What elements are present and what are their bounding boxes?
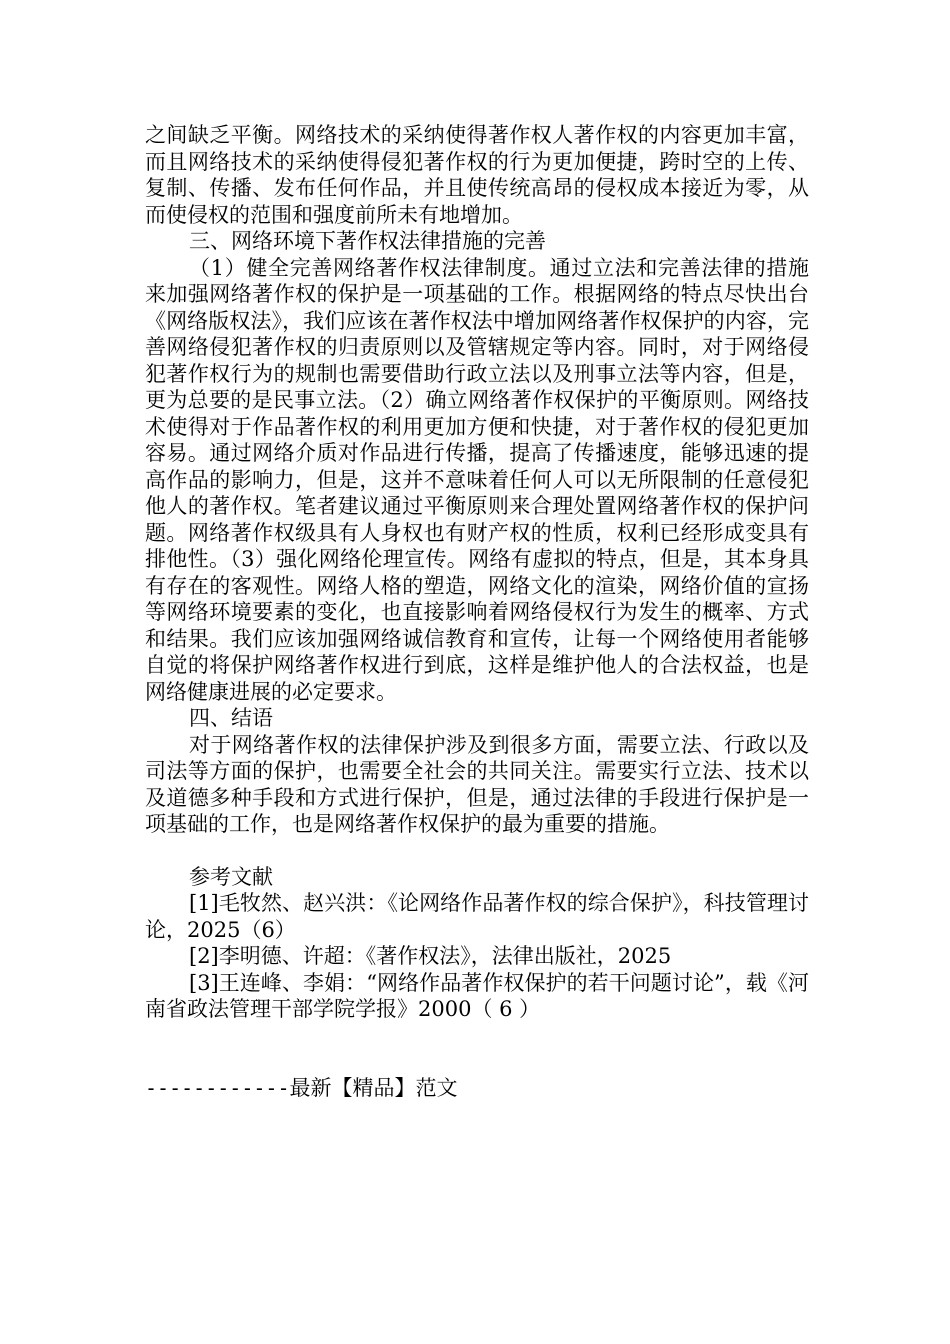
footer-dashes: ------------	[145, 1075, 290, 1100]
references-section	[145, 864, 809, 1023]
footer-line	[145, 1075, 809, 1102]
section-heading-3: 三、网络环境下著作权法律措施的完善	[189, 229, 546, 253]
spacer	[145, 1023, 809, 1075]
body-paragraph-3: 对于网络著作权的法律保护涉及到很多方面，需要立法、行政以及司法等方面的保护，也需要全社会的共同关注。需要实行立法、技术以及道德多种手段和方式进行保护，但是，通过法律的手段进行保护是一项基础的工作，也是网络著作权保护的最为重要的措施。	[145, 732, 809, 836]
reference-item: [3]王连峰、李娟：“网络作品著作权保护的若干问题讨论”，载《河南省政法管理干部学院学报》2000（ 6 ）	[145, 970, 809, 1021]
document-page	[145, 122, 809, 1101]
spacer	[145, 838, 809, 864]
body-paragraph-1: 之间缺乏平衡。网络技术的采纳使得著作权人著作权的内容更加丰富，而且网络技术的采纳使得侵犯著作权的行为更加便捷，跨时空的上传、复制、传播、发布任何作品，并且使传统高昂的侵权成本接近为零，从而使侵权的范围和强度前所未有地增加。	[145, 123, 809, 227]
footer-label: 最新【精品】范文	[289, 1075, 458, 1100]
section-heading-4: 四、结语	[189, 706, 273, 730]
reference-item: [2]李明德、许超：《著作权法》，法律出版社，2025	[189, 944, 672, 968]
body-paragraph-2: （1）健全完善网络著作权法律制度。通过立法和完善法律的措施来加强网络著作权的保护是一项基础的工作。根据网络的特点尽快出台《网络版权法》，我们应该在著作权法中增加网络著作权保护的内容，完善网络侵犯著作权的归责原则以及管辖规定等内容。同时，对于网络侵犯著作权行为的规制也需要借助行政立法以及刑事立法等内容，但是，更为总要的是民事立法。（2）确立网络著作权保护的平衡原则。网络技术使得对于作品著作权的利用更加方便和快捷，对于著作权的侵犯更加容易。通过网络介质对作品进行传播，提高了传播速度，能够迅速的提高作品的影响力，但是，这并不意味着任何人可以无所限制的任意侵犯他人的著作权。笔者建议通过平衡原则来合理处置网络著作权的保护问题。网络著作权级具有人身权也有财产权的性质，权利已经形成变具有排他性。（3）强化网络伦理宣传。网络有虚拟的特点，但是，其本身具有存在的客观性。网络人格的塑造，网络文化的渲染，网络价值的宣扬等网络环境要素的变化，也直接影响着网络侵权行为发生的概率、方式和结果。我们应该加强网络诚信教育和宣传，让每一个网络使用者能够自觉的将保护网络著作权进行到底，这样是维护他人的合法权益，也是网络健康进展的必定要求。	[145, 255, 809, 704]
reference-item: [1]毛牧然、赵兴洪：《论网络作品著作权的综合保护》，科技管理讨论，2025（6）	[145, 891, 809, 942]
references-title: 参考文献	[189, 864, 273, 889]
